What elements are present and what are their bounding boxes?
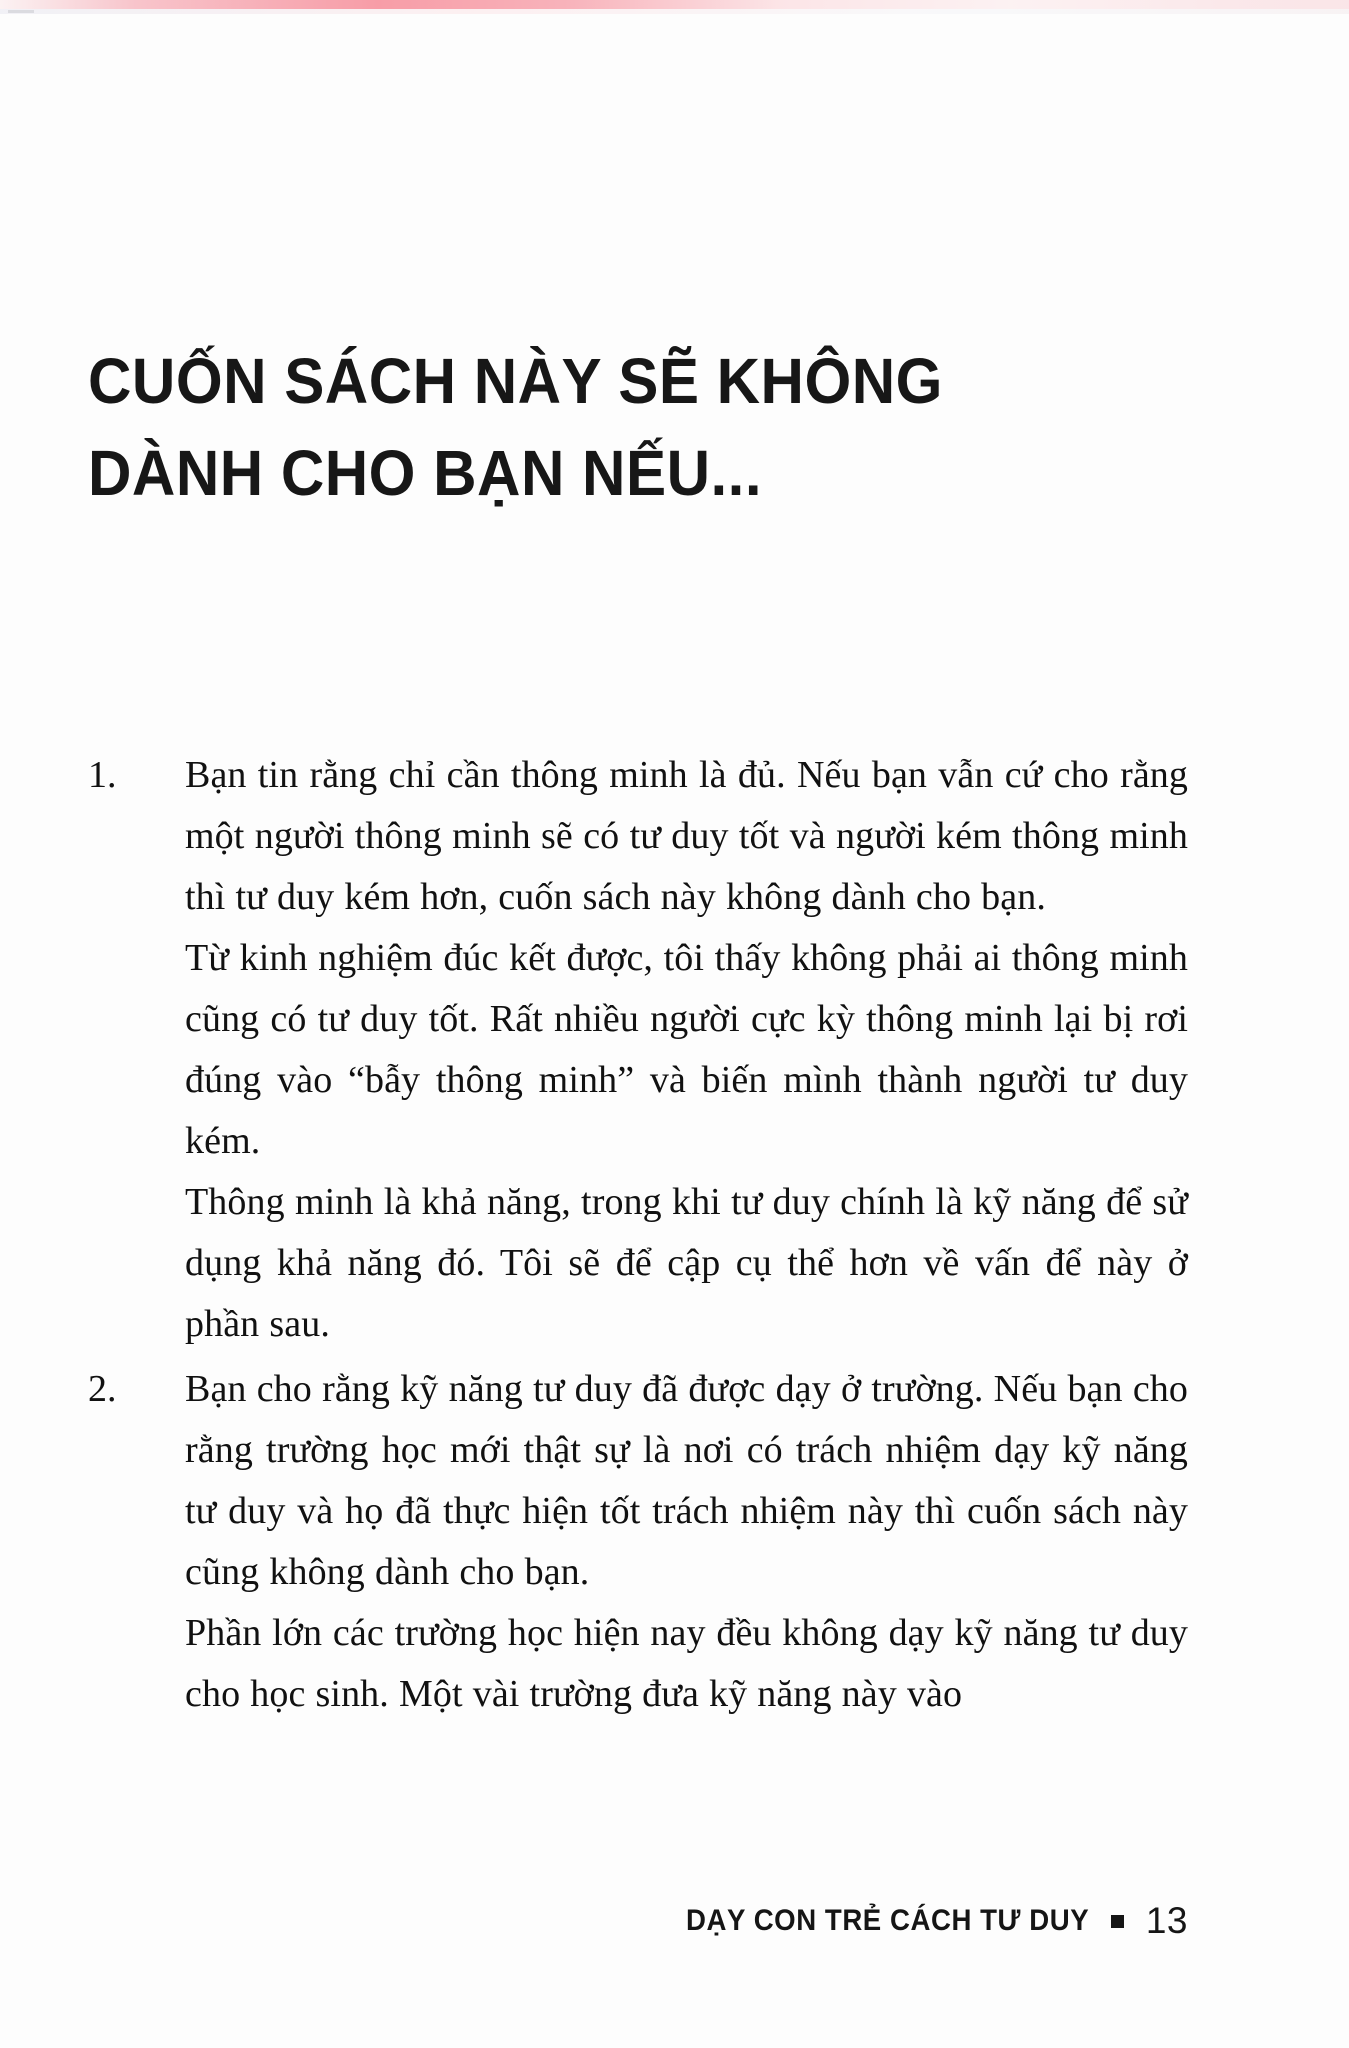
list-item	[88, 745, 1188, 1355]
paragraph: Từ kinh nghiệm đúc kết được, tôi thấy không phải ai thông minh cũng có tư duy tốt. Rất nhiều người cực kỳ thông minh lại bị rơi đúng vào “bẫy thông minh” và biến mình thành người tư duy kém.	[185, 937, 1188, 1162]
chapter-title	[88, 335, 1141, 519]
paragraph: Phần lớn các trường học hiện nay đều không dạy kỹ năng tư duy cho học sinh. Một vài trường đưa kỹ năng này vào	[185, 1612, 1188, 1715]
scan-artifact-edge-mark	[8, 10, 34, 13]
paragraph: Bạn tin rằng chỉ cần thông minh là đủ. Nếu bạn vẫn cứ cho rằng một người thông minh sẽ có tư duy tốt và người kém thông minh thì tư duy kém hơn, cuốn sách này không dành cho bạn.	[185, 754, 1188, 918]
chapter-title-line-1: CUỐN SÁCH NÀY SẼ KHÔNG	[88, 344, 943, 417]
page-footer	[0, 1900, 1188, 1942]
list-item	[88, 1359, 1188, 1725]
footer-running-head: DẠY CON TRẺ CÁCH TƯ DUY	[685, 1904, 1089, 1937]
page-number: 13	[1145, 1900, 1188, 1941]
paragraph: Thông minh là khả năng, trong khi tư duy chính là kỹ năng để sử dụng khả năng đó. Tôi sẽ để cập cụ thể hơn về vấn để này ở phần sau.	[185, 1181, 1188, 1345]
numbered-list	[88, 745, 1188, 1729]
scan-artifact-gray-strip	[0, 9, 1349, 14]
scan-artifact-pink-strip	[0, 0, 1349, 9]
list-item-marker: 1.	[88, 754, 117, 796]
chapter-title-line-2: DÀNH CHO BẠN NẾU...	[88, 436, 763, 509]
paragraph: Bạn cho rằng kỹ năng tư duy đã được dạy ở trường. Nếu bạn cho rằng trường học mới thật sự là nơi có trách nhiệm dạy kỹ năng tư duy và họ đã thực hiện tốt trách nhiệm này thì cuốn sách này cũng không dành cho bạn.	[185, 1368, 1188, 1593]
square-bullet-icon	[1111, 1915, 1124, 1928]
list-item-marker: 2.	[88, 1368, 117, 1410]
